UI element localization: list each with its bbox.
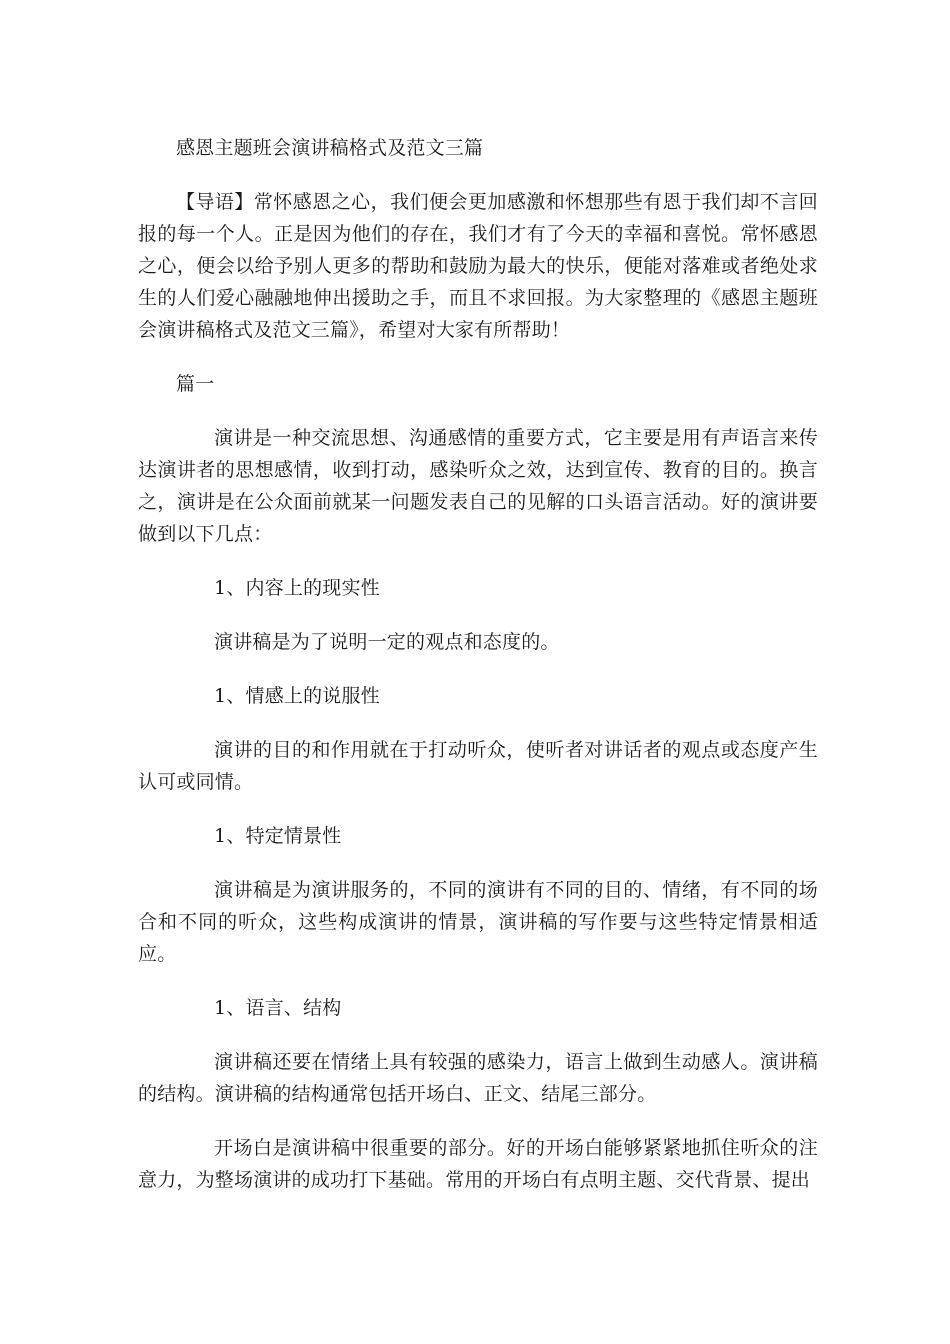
body-paragraph: 演讲稿是为演讲服务的，不同的演讲有不同的目的、情绪，有不同的场合和不同的听众，这些构成演讲的情景，演讲稿的写作要与这些特定情景相适应。 <box>138 879 818 965</box>
list-item-heading: 1、语言、结构 <box>214 997 342 1019</box>
body-paragraph: 演讲稿还要在情绪上具有较强的感染力，语言上做到生动感人。演讲稿的结构。演讲稿的结构通常包括开场白、正文、结尾三部分。 <box>138 1051 818 1105</box>
body-paragraph: 开场白是演讲稿中很重要的部分。好的开场白能够紧紧地抓住听众的注意力，为整场演讲的成功打下基础。常用的开场白有点明主题、交代背景、提出 <box>138 1137 818 1191</box>
list-item-heading: 1、内容上的现实性 <box>214 577 380 599</box>
body-paragraph: 演讲稿是为了说明一定的观点和态度的。 <box>214 631 560 653</box>
intro-paragraph: 【导语】常怀感恩之心，我们便会更加感激和怀想那些有恩于我们却不言回报的每一个人。正是因为他们的存在，我们才有了今天的幸福和喜悦。常怀感恩之心，便会以给予别人更多的帮助和鼓励为最大的快乐，便能对落难或者绝处求生的人们爱心融融地伸出援助之手，而且不求回报。为大家整理的《感恩主题班会演讲稿格式及范文三篇》，希望对大家有所帮助！ <box>138 191 818 341</box>
body-paragraph: 演讲的目的和作用就在于打动听众，使听者对讲话者的观点或态度产生认可或同情。 <box>138 739 818 793</box>
document-body <box>138 132 818 1218</box>
body-paragraph: 演讲是一种交流思想、沟通感情的重要方式，它主要是用有声语言来传达演讲者的思想感情，收到打动，感染听众之效，达到宣传、教育的目的。换言之，演讲是在公众面前就某一问题发表自己的见解的口头语言活动。好的演讲要做到以下几点： <box>138 427 818 545</box>
section-heading: 篇一 <box>176 373 215 395</box>
document-title: 感恩主题班会演讲稿格式及范文三篇 <box>176 137 484 159</box>
list-item-heading: 1、情感上的说服性 <box>214 685 380 707</box>
list-item-heading: 1、特定情景性 <box>214 825 342 847</box>
